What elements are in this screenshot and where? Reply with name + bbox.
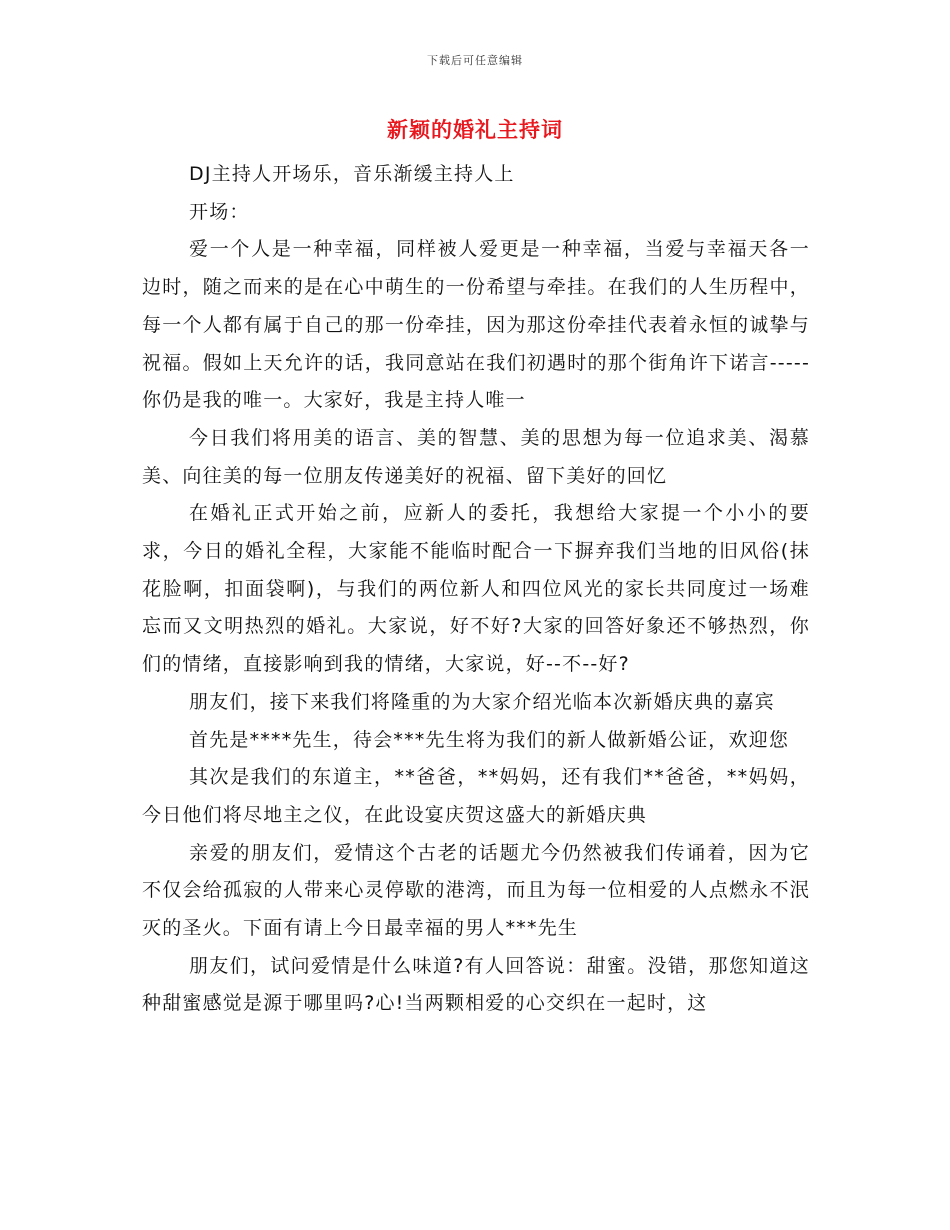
paragraph: 今日我们将用美的语言、美的智慧、美的思想为每一位追求美、渴慕美、向往美的每一位朋友传递美好的祝福、留下美好的回忆 (142, 426, 810, 487)
document-body (142, 156, 810, 1023)
paragraph: 亲爱的朋友们，爱情这个古老的话题尤今仍然被我们传诵着，因为它不仅会给孤寂的人带来心灵停歇的港湾，而且为每一位相爱的人点燃永不泯灭的圣火。下面有请上今日最幸福的男人***先生 (142, 841, 810, 940)
paragraph: 在婚礼正式开始之前，应新人的委托，我想给大家提一个小小的要求，今日的婚礼全程，大家能不能临时配合一下摒弃我们当地的旧风俗(抹花脸啊，扣面袋啊)，与我们的两位新人和四位风光的家长共同度过一场难忘而又文明热烈的婚礼。大家说，好不好?大家的回答好象还不够热烈，你们的情绪，直接影响到我的情绪，大家说，好--不--好? (142, 502, 810, 676)
paragraph: 开场： (189, 200, 250, 223)
document-title: 新颖的婚礼主持词 (387, 118, 563, 142)
paragraph: DJ主持人开场乐，音乐渐缓主持人上 (189, 163, 515, 185)
paragraph: 朋友们，试问爱情是什么味道?有人回答说：甜蜜。没错，那您知道这种甜蜜感觉是源于哪里吗?心!当两颗相爱的心交织在一起时，这 (142, 954, 810, 1015)
paragraph: 其次是我们的东道主，**爸爸，**妈妈，还有我们**爸爸，**妈妈，今日他们将尽地主之仪，在此设宴庆贺这盛大的新婚庆典 (142, 766, 810, 826)
paragraph: 朋友们，接下来我们将隆重的为大家介绍光临本次新婚庆典的嘉宾 (189, 690, 775, 713)
paragraph: 爱一个人是一种幸福，同样被人爱更是一种幸福，当爱与幸福天各一边时，随之而来的是在心中萌生的一份希望与牵挂。在我们的人生历程中，每一个人都有属于自己的那一份牵挂，因为那这份牵挂代表着永恒的诚挚与祝福。假如上天允许的话，我同意站在我们初遇时的那个街角许下诺言-----你仍是我的唯一。大家好，我是主持人唯一 (142, 238, 810, 412)
page-header-note: 下载后可任意编辑 (427, 54, 523, 67)
paragraph: 首先是****先生，待会***先生将为我们的新人做新婚公证，欢迎您 (189, 728, 790, 751)
